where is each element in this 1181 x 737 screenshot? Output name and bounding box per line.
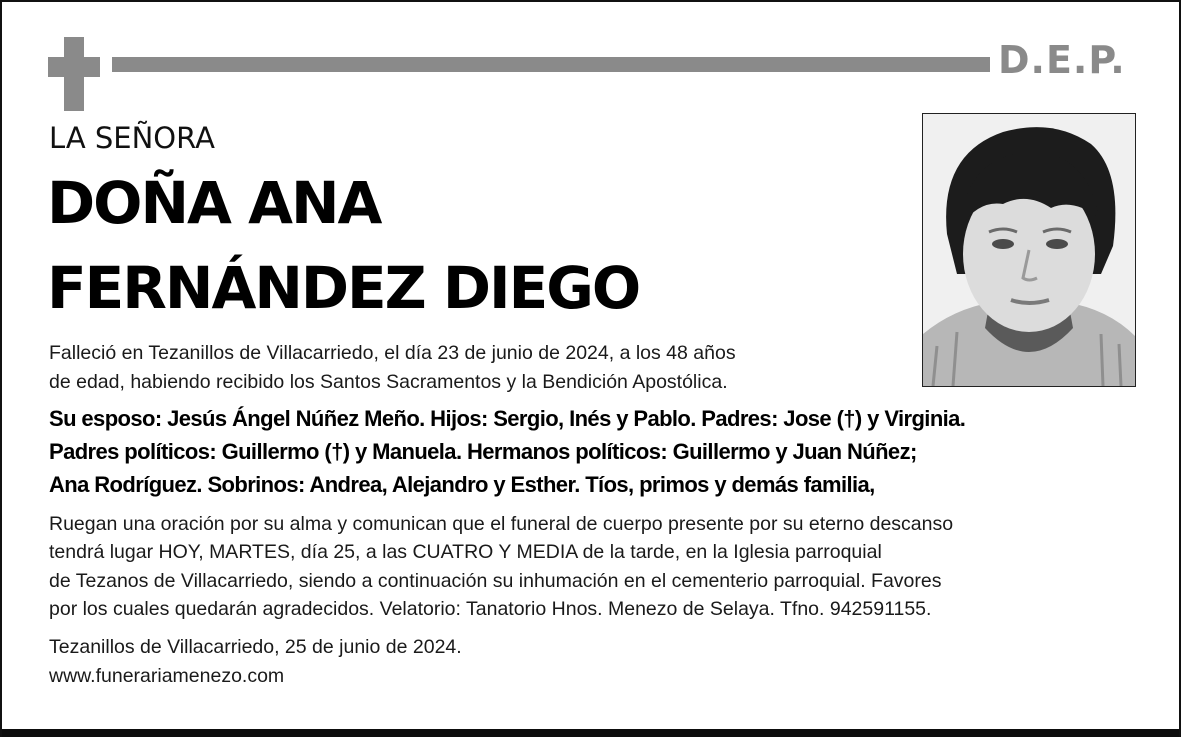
portrait-image — [923, 114, 1135, 386]
bottom-border — [2, 729, 1179, 737]
funeral-line2: tendrá lugar HOY, MARTES, día 25, a las CUATRO Y MEDIA de la tarde, en la Iglesia parroquial — [49, 541, 882, 563]
header-rule — [112, 57, 990, 72]
place-date: Tezanillos de Villacarriedo, 25 de junio de 2024. — [49, 636, 462, 658]
family-line2: Padres políticos: Guillermo (†) y Manuela. Hermanos políticos: Guillermo y Juan Núñez; — [49, 439, 917, 464]
portrait-photo — [922, 113, 1136, 387]
dep-label: D.E.P. — [998, 38, 1126, 82]
family-line1: Su esposo: Jesús Ángel Núñez Meño. Hijos: Sergio, Inés y Pablo. Padres: Jose (†) y Virginia. — [49, 406, 966, 431]
website-link[interactable]: www.funerariamenezo.com — [49, 665, 285, 687]
deceased-name-line2: FERNÁNDEZ DIEGO — [47, 254, 640, 322]
honorific: LA SEÑORA — [49, 121, 215, 155]
funeral-line3: de Tezanos de Villacarriedo, siendo a continuación su inhumación en el cementerio parroquial. Favores — [49, 570, 942, 592]
latin-cross-icon — [48, 37, 100, 111]
funeral-line1: Ruegan una oración por su alma y comunican que el funeral de cuerpo presente por su eterno descanso — [49, 513, 954, 535]
death-notice-line2: de edad, habiendo recibido los Santos Sacramentos y la Bendición Apostólica. — [49, 371, 728, 393]
death-notice-line1: Falleció en Tezanillos de Villacarriedo, el día 23 de junio de 2024, a los 48 años — [49, 342, 736, 364]
funeral-line4: por los cuales quedarán agradecidos. Velatorio: Tanatorio Hnos. Menezo de Selaya. Tfno. 942591155. — [49, 598, 932, 620]
deceased-name-line1: DOÑA ANA — [47, 169, 381, 237]
family-line3: Ana Rodríguez. Sobrinos: Andrea, Alejandro y Esther. Tíos, primos y demás familia, — [49, 472, 875, 497]
